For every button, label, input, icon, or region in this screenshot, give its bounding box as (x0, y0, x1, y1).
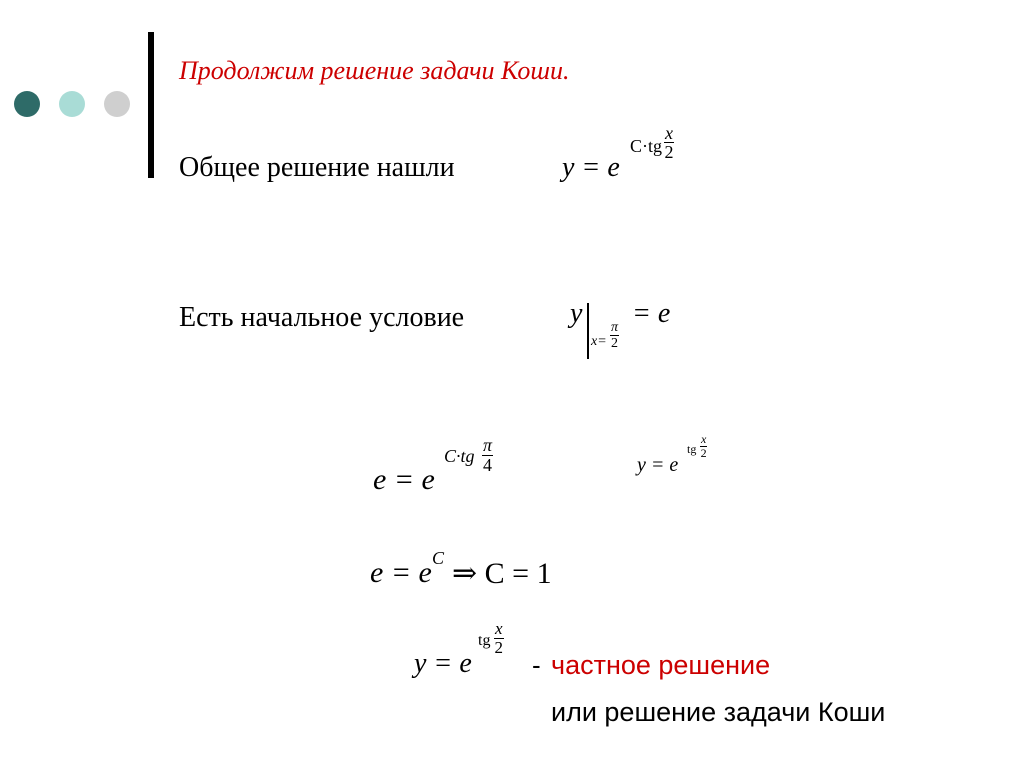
result-note-line2: или решение задачи Коши (551, 697, 886, 727)
step-1-exponent-prefix: C·tg (444, 446, 475, 466)
general-solution-frac-num: x (665, 123, 673, 143)
result-frac-den: 2 (494, 638, 504, 657)
step-1-exponent-fraction (482, 436, 493, 475)
step-1-side-frac-num: x (701, 432, 707, 446)
initial-condition-label: Есть начальное условие (179, 302, 465, 333)
general-solution-exponent-fraction (664, 124, 674, 161)
decor-dot-light (59, 91, 85, 117)
result-dash: - (532, 650, 541, 680)
result-frac-num: x (495, 619, 503, 638)
general-solution-label: Общее решение нашли (179, 152, 455, 183)
initial-condition-var: y (570, 298, 583, 329)
step-2-exponent: C (432, 548, 445, 568)
decor-vertical-bar (148, 32, 154, 178)
step-1-side-lhs: y = e (637, 454, 679, 476)
result-exponent-prefix: tg (478, 632, 491, 649)
decor-dot-gray (104, 91, 130, 117)
step-1-lhs: e = e (373, 463, 435, 496)
step-1-frac-num: π (483, 435, 493, 455)
initial-condition-sub-lhs: x= (591, 334, 607, 349)
step-1-side-exponent-prefix: tg (687, 442, 697, 456)
initial-condition-sub-num: π (611, 320, 619, 335)
result-lhs: y = e (414, 648, 472, 679)
general-solution-lhs: y = e (562, 152, 620, 183)
slide-title: Продолжим решение задачи Коши. (179, 56, 570, 85)
result-exponent-fraction (494, 620, 504, 657)
initial-condition-sub-den: 2 (611, 336, 618, 351)
initial-condition-sub-fraction (610, 320, 619, 351)
step-2-conclusion: ⇒ C = 1 (452, 557, 552, 590)
general-solution-exponent-prefix: C·tg (630, 136, 663, 156)
initial-condition-rhs: = e (632, 298, 671, 329)
step-1-side-frac-den: 2 (700, 446, 707, 460)
step-1-frac-den: 4 (483, 455, 493, 475)
result-note: частное решение (551, 650, 771, 680)
step-2-lhs: e = e (370, 556, 432, 589)
evaluation-bar (587, 303, 589, 359)
step-1-side-exponent-fraction (700, 433, 707, 460)
general-solution-frac-den: 2 (664, 142, 674, 162)
decor-dot-dark (14, 91, 40, 117)
